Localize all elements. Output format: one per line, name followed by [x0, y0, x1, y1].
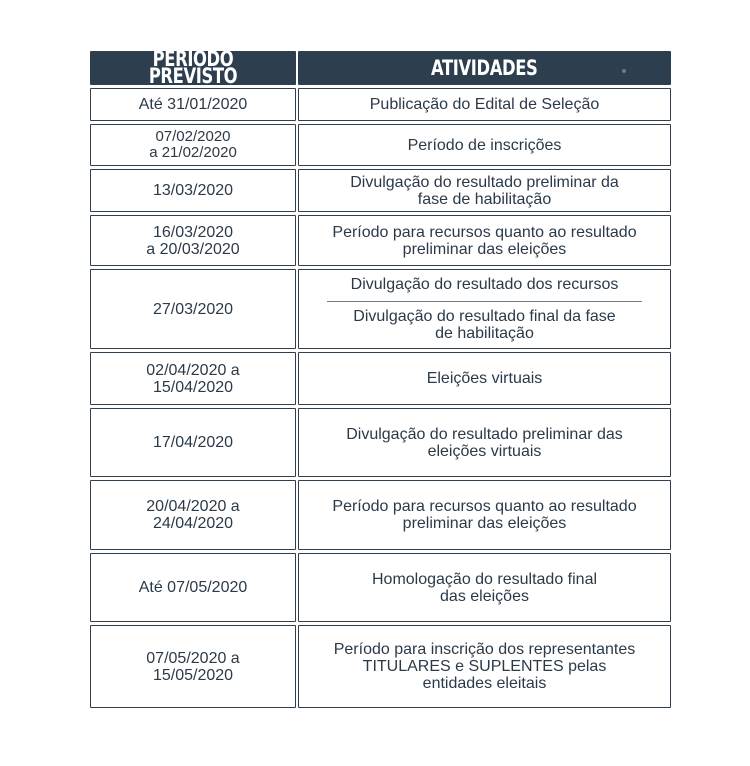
- table-row: [90, 124, 671, 166]
- header-activities-label: ATIVIDADES: [431, 55, 538, 80]
- activity-recursos: Divulgação do resultado dos recursos: [350, 276, 619, 293]
- activity-cell: Divulgação do resultado preliminar da fase de habilitação: [298, 169, 671, 212]
- header-period-label: PERÍODO PREVISTO: [148, 47, 238, 88]
- table-row: [90, 215, 671, 266]
- period-cell: Até 07/05/2020: [90, 553, 296, 622]
- activity-final: Divulgação do resultado final da fase de habilitação: [353, 308, 616, 342]
- period-cell: 07/05/2020 a 15/05/2020: [90, 625, 296, 708]
- table-row: [90, 352, 671, 405]
- activity-cell: Homologação do resultado final das eleições: [298, 553, 671, 622]
- period-cell: 13/03/2020: [90, 169, 296, 212]
- activity-cell: Eleições virtuais: [298, 352, 671, 405]
- activity-cell: Período para recursos quanto ao resultado preliminar das eleições: [298, 215, 671, 266]
- activity-cell: Publicação do Edital de Seleção: [298, 88, 671, 121]
- activity-cell: Período para inscrição dos representantes TITULARES e SUPLENTES pelas entidades eleitais: [298, 625, 671, 708]
- schedule-table: [90, 47, 671, 711]
- table-row: [90, 88, 671, 121]
- activity-cell: Período de inscrições: [298, 124, 671, 166]
- header-period-cell: [90, 47, 296, 88]
- table-row: [90, 553, 671, 622]
- table-row: [90, 625, 671, 708]
- period-cell: Até 31/01/2020: [90, 88, 296, 121]
- header-activities-cell: [298, 51, 671, 85]
- table-row: [90, 269, 671, 349]
- period-cell: 27/03/2020: [90, 269, 296, 349]
- table-row: [90, 480, 671, 550]
- period-cell: 16/03/2020 a 20/03/2020: [90, 215, 296, 266]
- cell-divider: [327, 301, 642, 302]
- header-row: [90, 47, 671, 88]
- table-row: [90, 169, 671, 212]
- header-dot: [622, 69, 626, 73]
- activity-cell: Período para recursos quanto ao resultado preliminar das eleições: [298, 480, 671, 550]
- period-cell: 07/02/2020 a 21/02/2020: [90, 124, 296, 166]
- activity-cell-split: [298, 269, 671, 349]
- activity-cell: Divulgação do resultado preliminar das eleições virtuais: [298, 408, 671, 477]
- period-cell: 20/04/2020 a 24/04/2020: [90, 480, 296, 550]
- period-cell: 17/04/2020: [90, 408, 296, 477]
- period-cell: 02/04/2020 a 15/04/2020: [90, 352, 296, 405]
- table-row: [90, 408, 671, 477]
